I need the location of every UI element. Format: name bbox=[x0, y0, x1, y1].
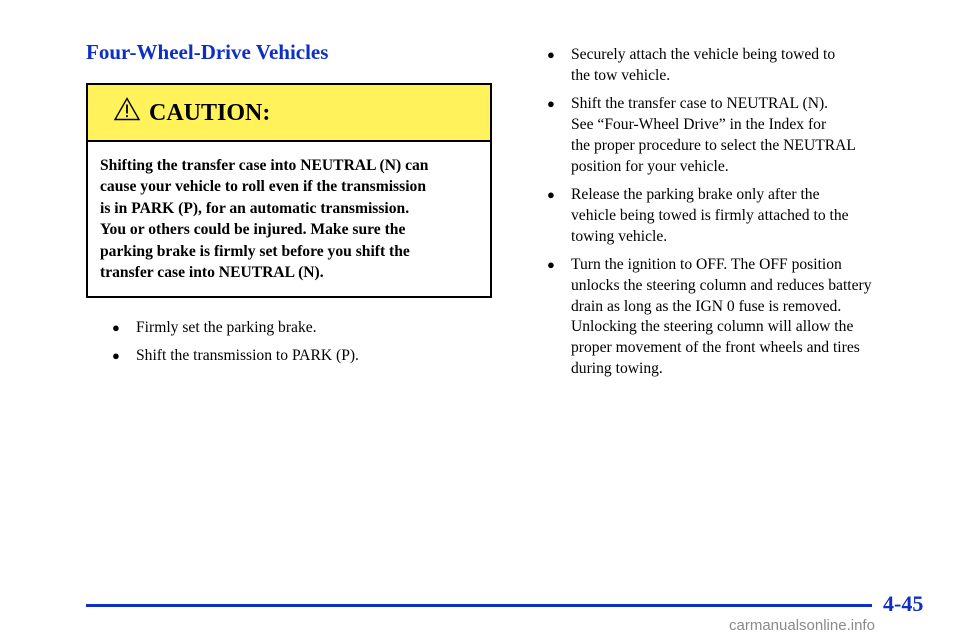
list-item bbox=[112, 346, 359, 367]
caution-line: parking brake is firmly set before you shift the bbox=[100, 242, 410, 260]
caution-line: Shifting the transfer case into NEUTRAL (N) can bbox=[100, 157, 429, 174]
bullet-icon: ● bbox=[547, 96, 555, 112]
step-line: drain as long as the IGN 0 fuse is removed. bbox=[571, 297, 842, 315]
bullet-icon: ● bbox=[112, 347, 120, 363]
step-line: proper movement of the front wheels and tires bbox=[571, 339, 860, 357]
step-line: Firmly set the parking brake. bbox=[136, 319, 317, 336]
list-item bbox=[547, 45, 872, 86]
list-item bbox=[547, 185, 872, 247]
caution-header bbox=[88, 85, 490, 142]
bullet-icon: ● bbox=[547, 257, 555, 273]
step-line: during towing. bbox=[571, 359, 663, 377]
step-line: Shift the transmission to PARK (P). bbox=[136, 346, 359, 364]
warning-triangle-icon bbox=[114, 97, 140, 121]
caution-line: cause your vehicle to roll even if the transmission bbox=[100, 178, 426, 196]
right-step-list bbox=[547, 45, 872, 388]
step-line: the proper procedure to select the NEUTRAL bbox=[571, 136, 856, 154]
watermark-link[interactable]: carmanualsonline.info bbox=[729, 617, 875, 634]
caution-box bbox=[86, 83, 492, 298]
step-line: Shift the transfer case to NEUTRAL (N). bbox=[571, 95, 829, 113]
page-title: Four-Wheel-Drive Vehicles bbox=[86, 40, 329, 64]
step-line: Securely attach the vehicle being towed to bbox=[571, 46, 836, 63]
bullet-icon: ● bbox=[112, 320, 120, 335]
caution-line: is in PARK (P), for an automatic transmission. bbox=[100, 199, 410, 217]
left-step-list bbox=[112, 318, 359, 373]
bullet-icon: ● bbox=[547, 47, 555, 62]
footer-rule bbox=[86, 604, 872, 607]
caution-line: transfer case into NEUTRAL (N). bbox=[100, 264, 324, 282]
page-number: 4-45 bbox=[883, 591, 924, 616]
step-line: towing vehicle. bbox=[571, 227, 668, 245]
list-item bbox=[547, 94, 872, 177]
caution-text bbox=[100, 155, 484, 283]
caution-label: CAUTION: bbox=[149, 100, 271, 126]
bullet-icon: ● bbox=[547, 187, 555, 203]
step-line: Turn the ignition to OFF. The OFF position bbox=[571, 256, 842, 274]
list-item bbox=[112, 318, 359, 339]
step-line: vehicle being towed is firmly attached to the bbox=[571, 206, 849, 224]
step-line: position for your vehicle. bbox=[571, 157, 729, 175]
list-item bbox=[547, 255, 872, 379]
step-line: the tow vehicle. bbox=[571, 66, 671, 84]
step-line: Release the parking brake only after the bbox=[571, 186, 820, 204]
caution-line: You or others could be injured. Make sure the bbox=[100, 221, 406, 239]
step-line: Unlocking the steering column will allow the bbox=[571, 318, 854, 336]
step-line: unlocks the steering column and reduces battery bbox=[571, 277, 872, 295]
step-line: See “Four-Wheel Drive” in the Index for bbox=[571, 116, 827, 134]
